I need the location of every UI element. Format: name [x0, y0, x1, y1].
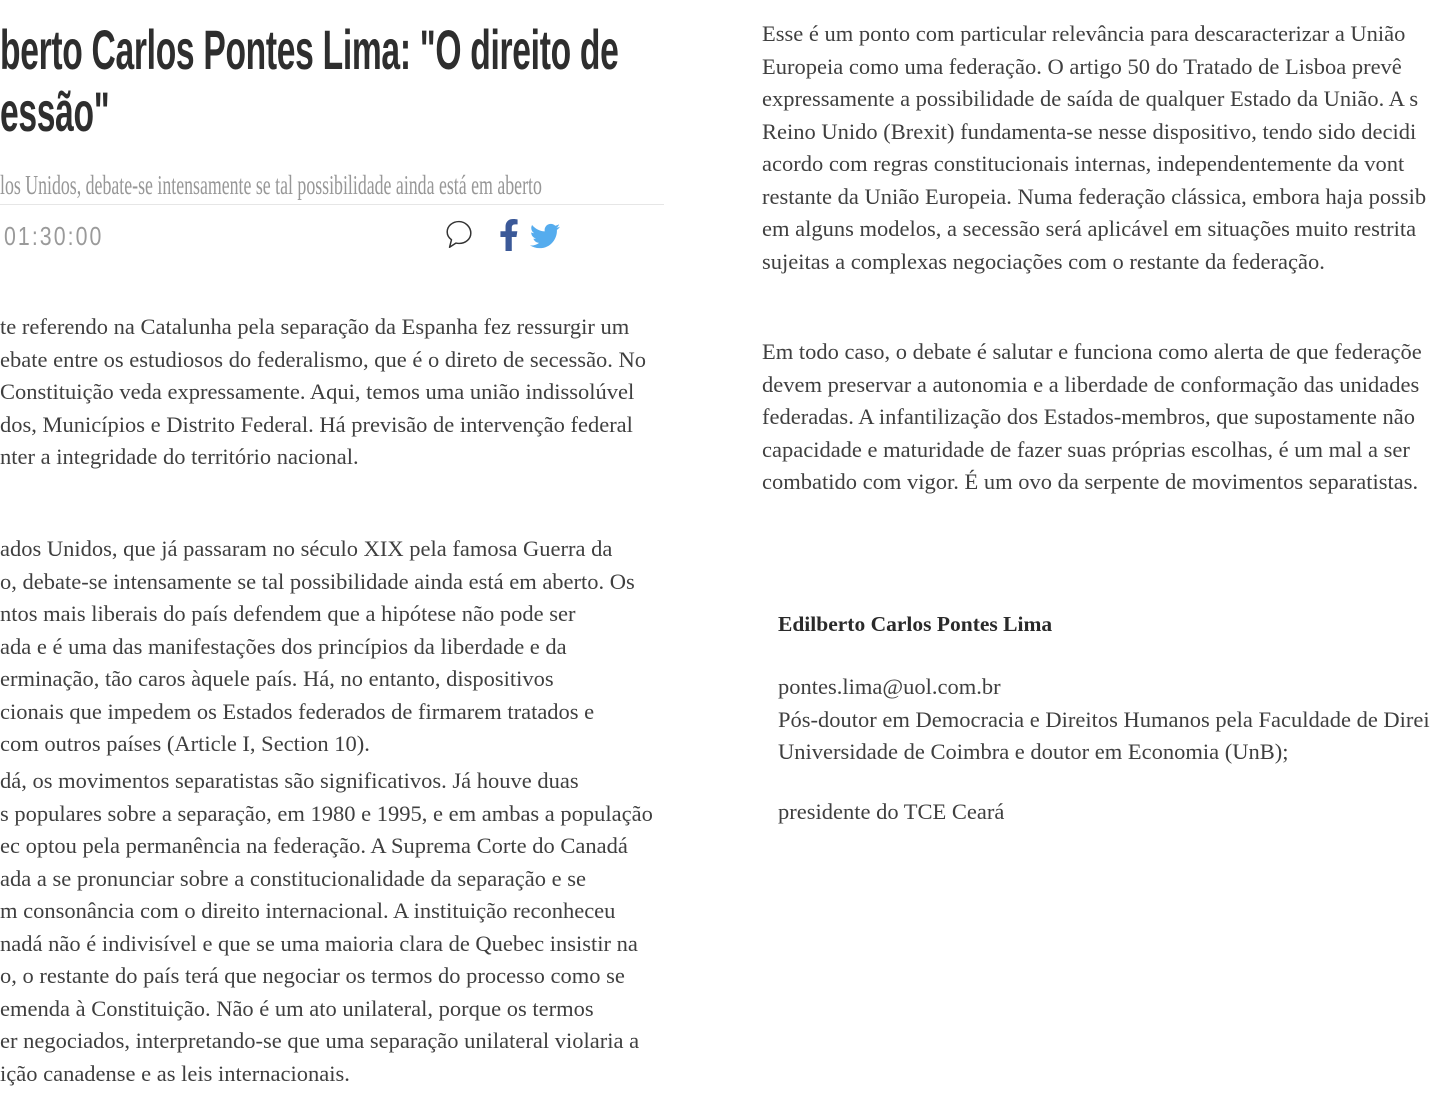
- text-line: dá, os movimentos separatistas são significativos. Já houve duas: [0, 768, 579, 793]
- comment-bubble-icon: [445, 219, 473, 253]
- text-line: restante da União Europeia. Numa federação clássica, embora haja possib: [762, 183, 1427, 209]
- headline-line: berto Carlos Pontes Lima: "O direito de: [0, 18, 619, 81]
- text-line: com outros países (Article I, Section 10).: [0, 731, 370, 756]
- text-line: nadá não é indivisível e que se uma maioria clara de Quebec insistir na: [0, 930, 638, 956]
- text-line: erminação, tão caros àquele país. Há, no entanto, dispositivos: [0, 666, 554, 691]
- right-paragraph-2: [762, 336, 1422, 499]
- text-line: ados Unidos, que já passaram no século XIX pela famosa Guerra da: [0, 536, 613, 561]
- text-line: acordo com regras constitucionais internas, independentemente da vont: [762, 151, 1405, 176]
- text-line: federadas. A infantilização dos Estados-membros, que supostamente não: [762, 404, 1415, 429]
- text-line: ada a se pronunciar sobre a constitucionalidade da separação e se: [0, 865, 586, 891]
- text-line: emenda à Constituição. Não é um ato unilateral, porque os termos: [0, 995, 594, 1021]
- text-line: ada e é uma das manifestações dos princípios da liberdade e da: [0, 633, 567, 659]
- left-paragraph-2: [0, 533, 635, 761]
- timestamp: 01:30:00: [4, 221, 104, 251]
- facebook-icon: [499, 219, 519, 251]
- text-line: Reino Unido (Brexit) fundamenta-se nesse dispositivo, tendo sido decidi: [762, 118, 1417, 144]
- text-line: dos, Municípios e Distrito Federal. Há previsão de intervenção federal: [0, 411, 633, 437]
- facebook-share-button[interactable]: [499, 219, 519, 251]
- text-line: ebate entre os estudiosos do federalismo, que é o direto de secessão. No: [0, 346, 647, 372]
- text-line: o, o restante do país terá que negociar os termos do processo como se: [0, 963, 625, 988]
- text-line: Constituição veda expressamente. Aqui, temos uma união indissolúvel: [0, 379, 635, 404]
- twitter-icon: [529, 221, 561, 251]
- twitter-share-button[interactable]: [529, 221, 561, 251]
- text-line: te referendo na Catalunha pela separação da Espanha fez ressurgir um: [0, 314, 630, 339]
- text-line: er negociados, interpretando-se que uma separação unilateral violaria a: [0, 1028, 640, 1053]
- right-paragraph-1: [762, 18, 1426, 278]
- text-line: em alguns modelos, a secessão será aplicável em situações muito restrita: [762, 216, 1417, 241]
- text-line: nter a integridade do território nacional.: [0, 444, 359, 469]
- text-line: ec optou pela permanência na federação. A Suprema Corte do Canadá: [0, 833, 628, 858]
- text-line: ntos mais liberais do país defendem que a hipótese não pode ser: [0, 601, 576, 626]
- text-line: devem preservar a autonomia e a liberdade de conformação das unidades: [762, 371, 1420, 397]
- left-paragraph-1: [0, 311, 646, 474]
- author-role: presidente do TCE Ceará: [778, 799, 1005, 824]
- comment-button[interactable]: [445, 219, 473, 253]
- text-line: capacidade e maturidade de fazer suas próprias escolhas, é um mal a ser: [762, 436, 1410, 462]
- text-line: combatido com vigor. É um ovo da serpente de movimentos separatistas.: [762, 469, 1419, 494]
- text-line: Europeia como uma federação. O artigo 50 do Tratado de Lisboa prevê: [762, 53, 1402, 79]
- subtitle: los Unidos, debate-se intensamente se tal possibilidade ainda está em aberto: [0, 170, 542, 200]
- text-line: sujeitas a complexas negociações com o restante da federação.: [762, 248, 1325, 274]
- headline-line: essão": [0, 80, 110, 143]
- text-line: Esse é um ponto com particular relevância para descaracterizar a União: [762, 21, 1406, 46]
- text-line: cionais que impedem os Estados federados de firmarem tratados e: [0, 698, 595, 724]
- author-name: Edilberto Carlos Pontes Lima: [778, 612, 1053, 636]
- text-line: s populares sobre a separação, em 1980 e 1995, e em ambas a população: [0, 800, 653, 826]
- header-divider: [0, 204, 664, 205]
- author-bio-line: Pós-doutor em Democracia e Direitos Humanos pela Faculdade de Direi: [778, 706, 1430, 732]
- left-paragraph-3: [0, 765, 653, 1090]
- text-line: Em todo caso, o debate é salutar e funciona como alerta de que federaçõe: [762, 339, 1422, 364]
- author-bio-line: Universidade de Coimbra e doutor em Economia (UnB);: [778, 739, 1289, 764]
- author-email: pontes.lima@uol.com.br: [778, 674, 1001, 699]
- text-line: ição canadense e as leis internacionais.: [0, 1060, 350, 1086]
- text-line: m consonância com o direito internacional. A instituição reconheceu: [0, 898, 616, 923]
- author-contact: [778, 671, 1430, 769]
- text-line: o, debate-se intensamente se tal possibilidade ainda está em aberto. Os: [0, 568, 635, 594]
- text-line: expressamente a possibilidade de saída de qualquer Estado da União. A s: [762, 86, 1419, 111]
